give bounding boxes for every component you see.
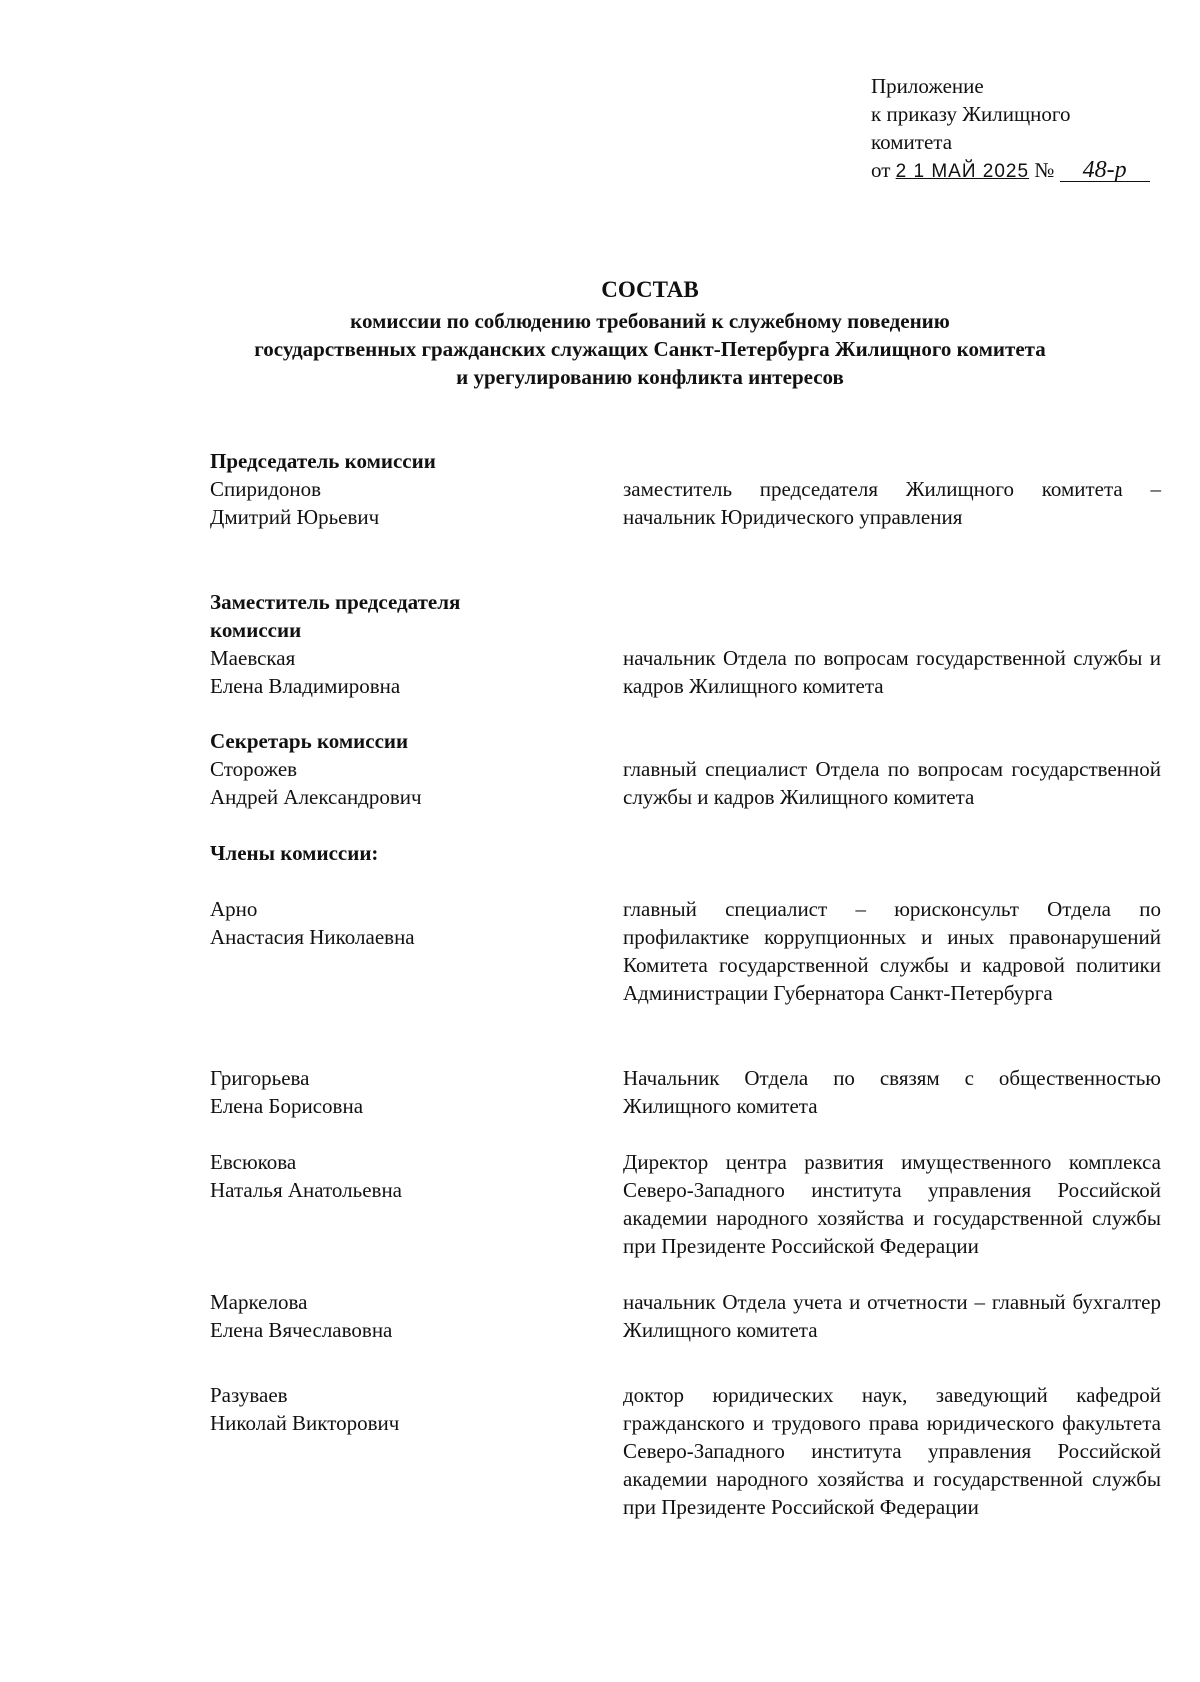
annex-line-3: комитета — [871, 130, 953, 154]
annex-number: 48-р — [1060, 159, 1150, 182]
annex-date: 2 1 МАЙ 2025 — [895, 161, 1030, 182]
person-surname: Сторожев — [210, 757, 298, 781]
annex-line-2: к приказу Жилищного — [871, 102, 1071, 126]
section-deputy-line-2: комиссии — [210, 618, 302, 642]
person-role: начальник Отдела учета и отчетности – главный бухгалтер Жилищного комитета — [623, 1290, 1161, 1342]
person-given-name: Елена Владимировна — [210, 674, 401, 698]
person-given-name: Николай Викторович — [210, 1411, 400, 1435]
section-secretary: Секретарь комиссии — [210, 729, 409, 753]
person-name — [210, 895, 530, 951]
person-given-name: Наталья Анатольевна — [210, 1178, 403, 1202]
person-surname: Спиридонов — [210, 477, 322, 501]
person-given-name: Елена Борисовна — [210, 1094, 364, 1118]
person-surname: Евсюкова — [210, 1150, 297, 1174]
section-deputy — [210, 588, 460, 644]
person-given-name: Елена Вячеславовна — [210, 1318, 393, 1342]
person-surname: Маевская — [210, 646, 296, 670]
annex-number-label: № — [1034, 158, 1055, 182]
person-name — [210, 1064, 530, 1120]
person-given-name: Дмитрий Юрьевич — [210, 505, 380, 529]
person-role: заместитель председателя Жилищного комитета – начальник Юридического управления — [623, 477, 1161, 529]
person-role: Начальник Отдела по связям с общественностью Жилищного комитета — [623, 1066, 1161, 1118]
annex-date-prefix: от — [871, 158, 891, 182]
section-chair: Председатель комиссии — [210, 449, 436, 473]
person-role: начальник Отдела по вопросам государственной службы и кадров Жилищного комитета — [623, 646, 1161, 698]
person-name — [210, 475, 530, 531]
person-name — [210, 1381, 530, 1437]
document-title — [130, 275, 1170, 391]
person-role: доктор юридических наук, заведующий кафедрой гражданского и трудового права юридического факультета Северо-Западного института управления Российской академии народного хозяйства и государственной службы при Президенте Российской Федерации — [623, 1383, 1161, 1519]
person-surname: Маркелова — [210, 1290, 308, 1314]
person-name — [210, 755, 530, 811]
person-name — [210, 644, 530, 700]
section-deputy-line-1: Заместитель председателя — [210, 590, 461, 614]
person-role: главный специалист Отдела по вопросам государственной службы и кадров Жилищного комитета — [623, 757, 1161, 809]
title-line-1: комиссии по соблюдению требований к служебному поведению — [350, 309, 950, 333]
annex-line-1: Приложение — [871, 74, 984, 98]
person-name — [210, 1148, 530, 1204]
person-surname: Разуваев — [210, 1383, 288, 1407]
title-line-2: государственных гражданских служащих Санкт-Петербурга Жилищного комитета — [254, 337, 1046, 361]
person-surname: Арно — [210, 897, 258, 921]
section-members: Члены комиссии: — [210, 841, 379, 865]
person-role: главный специалист – юрисконсульт Отдела по профилактике коррупционных и иных правонарушений Комитета государственной службы и кадровой политики Администрации Губернатора Санкт-Петербурга — [623, 897, 1161, 1005]
person-given-name: Анастасия Николаевна — [210, 925, 415, 949]
person-name — [210, 1288, 530, 1344]
annex-date-line — [871, 156, 1171, 186]
title-main: СОСТАВ — [601, 277, 699, 302]
title-line-3: и урегулированию конфликта интересов — [456, 365, 844, 389]
person-role: Директор центра развития имущественного комплекса Северо-Западного института управления Российской академии народного хозяйства и государственной службы при Президенте Российской Федерации — [623, 1150, 1161, 1258]
annex-block — [871, 72, 1171, 186]
person-given-name: Андрей Александрович — [210, 785, 422, 809]
person-surname: Григорьева — [210, 1066, 310, 1090]
